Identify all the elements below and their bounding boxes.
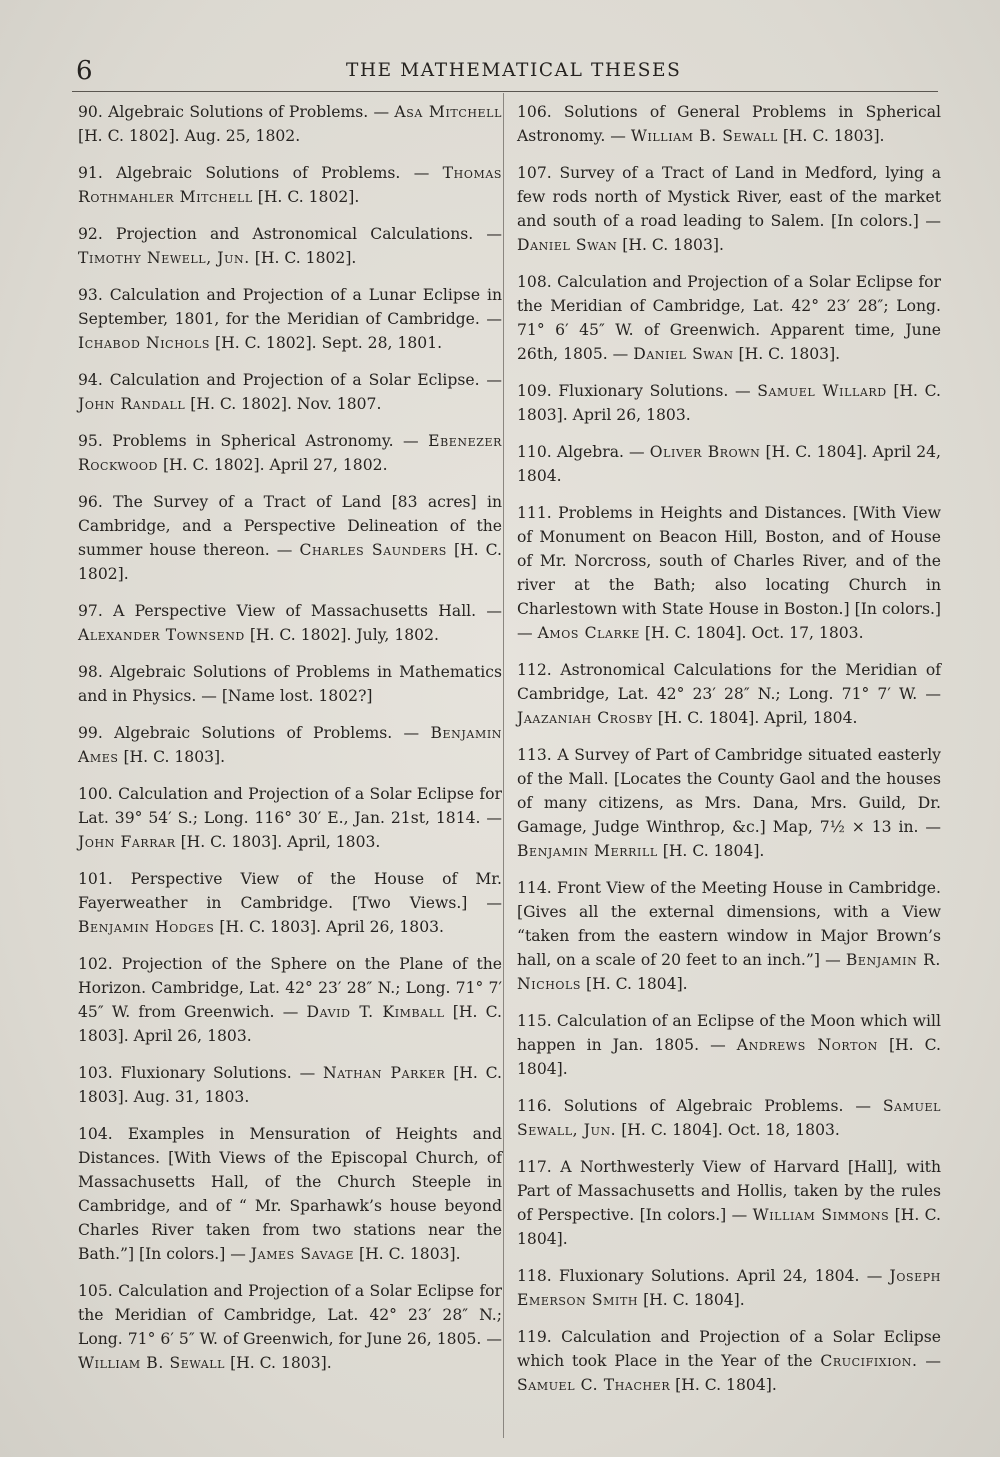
entry-number: 117. bbox=[517, 1158, 552, 1176]
thesis-entry bbox=[517, 440, 941, 488]
entry-number: 119. bbox=[517, 1328, 552, 1346]
entry-number: 111. bbox=[517, 504, 552, 522]
entry-number: 95. bbox=[78, 432, 103, 450]
entry-number: 98. bbox=[78, 663, 103, 681]
entry-title: Fluxionary Solutions. — bbox=[558, 382, 751, 400]
thesis-entry bbox=[78, 952, 502, 1048]
thesis-entry bbox=[78, 660, 502, 708]
thesis-entry bbox=[78, 161, 502, 209]
thesis-entry bbox=[517, 1094, 941, 1142]
entry-author: Oliver Brown bbox=[649, 443, 761, 461]
entry-number: 115. bbox=[517, 1012, 552, 1030]
entry-number: 113. bbox=[517, 746, 552, 764]
entry-number: 110. bbox=[517, 443, 552, 461]
entry-number: 109. bbox=[517, 382, 552, 400]
entry-citation: [H. C. 1802]. July, 1802. bbox=[249, 626, 439, 644]
column-divider bbox=[503, 93, 504, 1438]
entry-citation: [H. C. 1804]. bbox=[517, 1206, 942, 1248]
entry-title: Algebraic Solutions of Problems. — bbox=[116, 164, 430, 182]
thesis-entry bbox=[78, 782, 502, 854]
thesis-entry bbox=[78, 490, 502, 586]
entry-title: Calculation of an Eclipse of the Moon which will happen in Jan. 1805. — bbox=[517, 1012, 941, 1054]
entry-title: Solutions of Algebraic Problems. — bbox=[563, 1097, 871, 1115]
entry-title: A Northwesterly View of Harvard [Hall], with Part of Massachusetts and Hollis, taken by the rules of Perspective. [In colors.] — bbox=[517, 1158, 941, 1224]
entry-number: 94. bbox=[78, 371, 103, 389]
entry-number: 101. bbox=[78, 870, 113, 888]
entry-title: A Perspective View of Massachusetts Hall. — bbox=[113, 602, 502, 620]
entry-number: 104. bbox=[78, 1125, 113, 1143]
thesis-entry bbox=[517, 1155, 941, 1251]
entry-author: Ichabod Nichols bbox=[78, 334, 211, 352]
entry-citation: [H. C. 1802]. bbox=[254, 249, 357, 267]
entry-title: Fluxionary Solutions. — bbox=[120, 1064, 316, 1082]
entry-citation: [H. C. 1802]. Sept. 28, 1801. bbox=[215, 334, 443, 352]
entry-number: 118. bbox=[517, 1267, 552, 1285]
entry-citation: [H. C. 1802]. Nov. 1807. bbox=[190, 395, 382, 413]
entry-author: Benjamin Ames bbox=[78, 724, 502, 766]
entry-author: David T. Kimball bbox=[306, 1003, 445, 1021]
entry-author: Benjamin Hodges bbox=[78, 918, 215, 936]
entry-citation: [H. C. 1802]. April 27, 1802. bbox=[162, 456, 388, 474]
entry-citation: [H. C. 1804]. April 24, 1804. bbox=[517, 443, 942, 485]
entry-citation: [H. C. 1804]. Oct. 18, 1803. bbox=[621, 1121, 840, 1139]
page-number: 6 bbox=[76, 56, 93, 86]
entry-author: Benjamin R. Nichols bbox=[517, 951, 941, 993]
thesis-entry bbox=[78, 599, 502, 647]
entry-citation: [H. C. 1803]. bbox=[230, 1354, 332, 1372]
entry-author: Jaazaniah Crosby bbox=[517, 709, 653, 727]
entry-title: A Survey of Part of Cambridge situated easterly of the Mall. [Locates the County Gaol and the houses of many citizens, as Mrs. Dana, Mrs. Guild, Dr. Gamage, Judge Winthrop, &c.] Map, 7½ × 13 in. — bbox=[517, 746, 941, 836]
entry-title: Algebraic Solutions of Problems in Mathematics and in Physics. — bbox=[78, 663, 502, 705]
entry-citation: [H. C. 1804]. bbox=[586, 975, 688, 993]
entry-title: Problems in Spherical Astronomy. — bbox=[112, 432, 419, 450]
thesis-entry bbox=[78, 368, 502, 416]
thesis-entry bbox=[517, 501, 941, 645]
entry-title: Algebraic Solutions of Problems. — bbox=[114, 724, 420, 742]
thesis-entry bbox=[78, 100, 502, 148]
thesis-entry bbox=[78, 867, 502, 939]
entry-title: Calculation and Projection of a Solar Eclipse which took Place in the Year of the bbox=[517, 1328, 941, 1370]
entry-title: Survey of a Tract of Land in Medford, lying a few rods north of Mystick River, east of the market and south of a road leading to Salem. [In colors.] — bbox=[517, 164, 941, 230]
header-rule bbox=[72, 91, 938, 92]
entry-citation: [H. C. 1803]. April, 1803. bbox=[180, 833, 381, 851]
entry-number: 114. bbox=[517, 879, 552, 897]
entry-citation: [H. C. 1803]. bbox=[738, 345, 841, 363]
right-column bbox=[517, 100, 941, 1410]
entry-number: 90. bbox=[78, 103, 103, 121]
entry-number: 91. bbox=[78, 164, 103, 182]
entry-title: The Survey of a Tract of Land [83 acres] in Cambridge, and a Perspective Delineation of the summer house thereon. — bbox=[78, 493, 502, 559]
entry-author: Nathan Parker bbox=[323, 1064, 446, 1082]
entry-title: Solutions of General Problems in Spherical Astronomy. — bbox=[517, 103, 941, 145]
thesis-entry bbox=[78, 1061, 502, 1109]
entry-number: 112. bbox=[517, 661, 552, 679]
thesis-entry bbox=[517, 379, 941, 427]
entry-author: Amos Clarke bbox=[537, 624, 640, 642]
entry-title: Astronomical Calculations for the Meridian of Cambridge, Lat. 42° 23′ 28″ N.; Long. 71° 7′ W. — bbox=[517, 661, 941, 703]
entry-author: John Farrar bbox=[78, 833, 176, 851]
entry-citation: [H. C. 1803]. bbox=[123, 748, 226, 766]
entry-citation: [H. C. 1803]. bbox=[358, 1245, 461, 1263]
entry-number: 102. bbox=[78, 955, 113, 973]
entry-title: Calculation and Projection of a Solar Eclipse for Lat. 39° 54′ S.; Long. 116° 30′ E., Jan. 21st, 1814. — bbox=[78, 785, 502, 827]
entry-citation: [H. C. 1802]. Aug. 25, 1802. bbox=[78, 127, 301, 145]
thesis-entry bbox=[517, 270, 941, 366]
entry-author: Samuel Willard bbox=[757, 382, 887, 400]
thesis-entry bbox=[517, 876, 941, 996]
thesis-entry bbox=[517, 1325, 941, 1397]
entry-author: Timothy Newell, Jun. bbox=[78, 249, 250, 267]
thesis-entry bbox=[517, 1264, 941, 1312]
entry-title: Calculation and Projection of a Solar Eclipse. — bbox=[109, 371, 502, 389]
thesis-entry bbox=[78, 283, 502, 355]
entry-title: Problems in Heights and Distances. [With View of Monument on Beacon Hill, Boston, and of House of Mr. Norcross, south of Charles River, and of the river at the Bath; also locating Church in Charlestown with State House in Boston.] [In colors.] — bbox=[517, 504, 941, 642]
entry-citation: [H. C. 1804]. bbox=[675, 1376, 777, 1394]
entry-number: 96. bbox=[78, 493, 103, 511]
entry-title: Calculation and Projection of a Lunar Eclipse in September, 1801, for the Meridian of Cambridge. — bbox=[78, 286, 502, 328]
entry-number: 103. bbox=[78, 1064, 113, 1082]
thesis-entry bbox=[78, 429, 502, 477]
entry-author: James Savage bbox=[250, 1245, 355, 1263]
entry-number: 106. bbox=[517, 103, 552, 121]
entry-citation: [H. C. 1804]. bbox=[662, 842, 765, 860]
thesis-entry bbox=[517, 658, 941, 730]
entry-author: Charles Saunders bbox=[299, 541, 447, 559]
thesis-entry bbox=[78, 1122, 502, 1266]
thesis-entry bbox=[78, 721, 502, 769]
entry-citation: [H. C. 1803]. April 26, 1803. bbox=[78, 1003, 502, 1045]
entry-number: 100. bbox=[78, 785, 113, 803]
entry-title: Front View of the Meeting House in Cambridge. [Gives all the external dimensions, with a View “taken from the eastern window in Major Brown’s hall, on a scale of 20 feet to an inch.”] — bbox=[517, 879, 941, 969]
entry-citation: [H. C. 1804]. bbox=[517, 1036, 941, 1078]
entry-title: Examples in Mensuration of Heights and Distances. [With Views of the Episcopal Church, of Massachusetts Hall, of the Church Steeple in Cambridge, and of “ Mr. Sparhawk’s house beyond Charles River taken from two stations near the Bath.”] [In colors.] — bbox=[78, 1125, 502, 1263]
page-header bbox=[76, 56, 936, 90]
entry-title: Algebra. — bbox=[556, 443, 645, 461]
entry-number: 108. bbox=[517, 273, 552, 291]
thesis-entry bbox=[78, 1279, 502, 1375]
entry-author: Andrews Norton bbox=[736, 1036, 878, 1054]
entry-citation: [H. C. 1804]. April, 1804. bbox=[657, 709, 858, 727]
entry-author: Samuel C. Thacher bbox=[517, 1376, 671, 1394]
entry-author: William Simmons bbox=[752, 1206, 890, 1224]
entry-author: Asa Mitchell bbox=[394, 103, 502, 121]
entry-author: Daniel Swan bbox=[633, 345, 734, 363]
entry-citation: [H. C. 1804]. Oct. 17, 1803. bbox=[644, 624, 864, 642]
entry-citation: [H. C. 1804]. bbox=[643, 1291, 745, 1309]
entry-citation: [H. C. 1803]. April 26, 1803. bbox=[219, 918, 445, 936]
entry-author: William B. Sewall bbox=[630, 127, 778, 145]
entry-citation: [Name lost. 1802?] bbox=[221, 687, 373, 705]
entry-citation: [H. C. 1802]. bbox=[78, 541, 502, 583]
entry-title: Projection of the Sphere on the Plane of the Horizon. Cambridge, Lat. 42° 23′ 28″ N.; Long. 71° 7′ 45″ W. from Greenwich. — bbox=[78, 955, 502, 1021]
entry-number: 107. bbox=[517, 164, 552, 182]
entry-number: 116. bbox=[517, 1097, 552, 1115]
entry-citation: [H. C. 1803]. bbox=[622, 236, 724, 254]
entry-title: Calculation and Projection of a Solar Eclipse for the Meridian of Cambridge, Lat. 42° 23′ 28″ N.; Long. 71° 6′ 5″ W. of Greenwich, for June 26, 1805. — bbox=[78, 1282, 502, 1348]
thesis-entry bbox=[78, 222, 502, 270]
entry-number: 105. bbox=[78, 1282, 113, 1300]
entry-title: Fluxionary Solutions. April 24, 1804. — bbox=[558, 1267, 883, 1285]
entry-number: 97. bbox=[78, 602, 103, 620]
entry-title: Algebraic Solutions of Problems. — bbox=[108, 103, 390, 121]
thesis-entry bbox=[517, 161, 941, 257]
entry-author: Ebenezer Rockwood bbox=[78, 432, 503, 474]
entry-smallcaps-word: Crucifixion. bbox=[820, 1352, 918, 1370]
entry-author: Joseph Emerson Smith bbox=[517, 1267, 941, 1309]
entry-author: John Randall bbox=[78, 395, 186, 413]
thesis-entry bbox=[517, 100, 941, 148]
entry-author: Samuel Sewall, Jun. bbox=[517, 1097, 941, 1139]
entry-author: Benjamin Merrill bbox=[517, 842, 658, 860]
left-column bbox=[78, 100, 502, 1388]
entry-number: 92. bbox=[78, 225, 103, 243]
entry-title-dash: — bbox=[917, 1352, 941, 1370]
entry-citation: [H. C. 1803]. Aug. 31, 1803. bbox=[78, 1064, 502, 1106]
entry-citation: [H. C. 1803]. bbox=[782, 127, 885, 145]
entry-citation: [H. C. 1803]. April 26, 1803. bbox=[517, 382, 941, 424]
entry-number: 93. bbox=[78, 286, 103, 304]
entry-title: Calculation and Projection of a Solar Eclipse for the Meridian of Cambridge, Lat. 42° 23′ 28″; Long. 71° 6′ 45″ W. of Greenwich. Apparent time, June 26th, 1805. — bbox=[517, 273, 941, 363]
entry-author: Thomas Rothmahler Mitchell bbox=[78, 164, 503, 206]
entry-title: Perspective View of the House of Mr. Fayerweather in Cambridge. [Two Views.] — bbox=[78, 870, 502, 912]
entry-author: William B. Sewall bbox=[78, 1354, 226, 1372]
entry-number: 99. bbox=[78, 724, 103, 742]
entry-title: Projection and Astronomical Calculations. — bbox=[116, 225, 502, 243]
running-head: THE MATHEMATICAL THESES bbox=[346, 60, 682, 81]
thesis-entry bbox=[517, 1009, 941, 1081]
entry-author: Alexander Townsend bbox=[78, 626, 245, 644]
entry-citation: [H. C. 1802]. bbox=[257, 188, 360, 206]
entry-author: Daniel Swan bbox=[517, 236, 618, 254]
thesis-entry bbox=[517, 743, 941, 863]
